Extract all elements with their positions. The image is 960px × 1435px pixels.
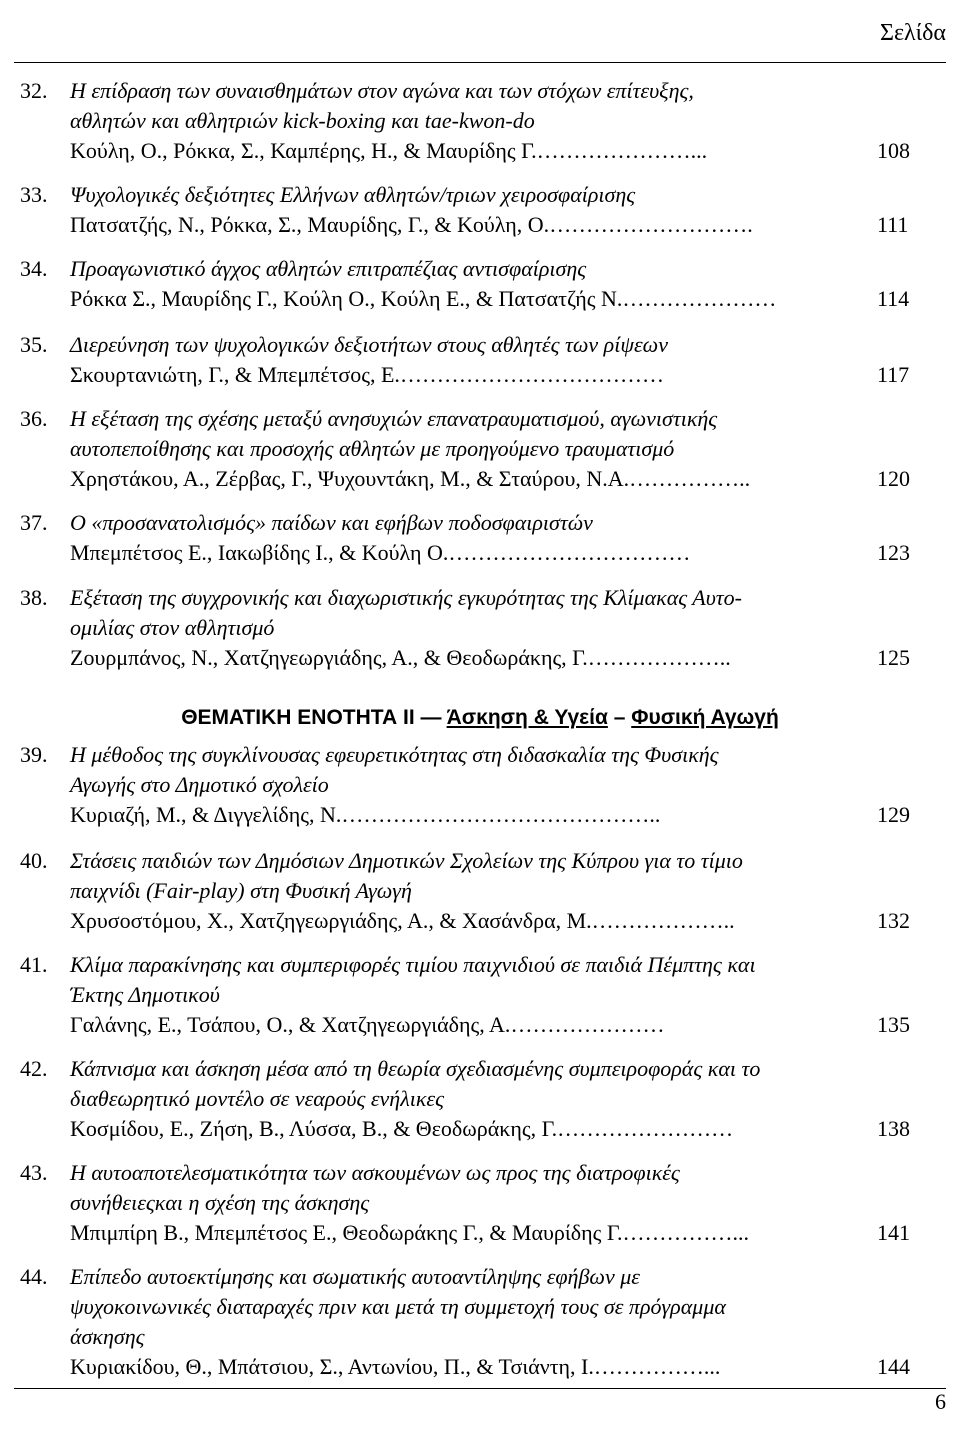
entry-title-line: παιχνίδι (Fair-play) στη Φυσική Αγωγή	[70, 878, 412, 903]
toc-entry	[20, 950, 935, 1040]
entry-number: 33.	[20, 182, 48, 207]
entry-authors: Κοσμίδου, Ε., Ζήση, Β., Λύσσα, Β., & Θεοδωράκης, Γ.	[70, 1116, 558, 1141]
entry-content	[70, 1262, 935, 1382]
entry-content	[70, 254, 935, 314]
entry-page-number: 108	[877, 138, 910, 163]
entry-number: 43.	[20, 1160, 48, 1185]
entry-number: 39.	[20, 742, 48, 767]
entry-number: 32.	[20, 78, 48, 103]
toc-entry	[20, 1262, 935, 1382]
toc-entry	[20, 1054, 935, 1144]
entry-content	[70, 1054, 935, 1144]
entry-leader-dots: …………………	[510, 1012, 665, 1037]
entry-title-line: Προαγωνιστικό άγχος αθλητών επιτραπέζιας αντισφαίρισης	[70, 256, 587, 281]
entry-title-line: διαθεωρητικό μοντέλο σε νεαρούς ενήλικες	[70, 1086, 445, 1111]
entry-authors-line	[70, 800, 935, 830]
entry-leader-dots: ……………………………………..	[341, 802, 661, 827]
toc-entry	[20, 740, 935, 830]
entry-number: 34.	[20, 256, 48, 281]
entry-page-number: 141	[877, 1220, 910, 1245]
entry-content	[70, 740, 935, 830]
entry-leader-dots: ……………………………	[448, 540, 691, 565]
entry-title-line: αθλητών και αθλητριών kick-boxing και tae-kwon-do	[70, 108, 535, 133]
entry-number: 42.	[20, 1056, 48, 1081]
entry-authors-line	[70, 906, 935, 936]
section-heading	[0, 706, 960, 730]
section-topic: Άσκηση & Υγεία	[446, 706, 608, 729]
entry-authors-line	[70, 643, 935, 673]
entry-page-number: 120	[877, 466, 910, 491]
entry-content	[70, 508, 935, 568]
entry-authors-line	[70, 1114, 935, 1144]
entry-authors: Μπεμπέτσος Ε., Ιακωβίδης Ι., & Κούλη Ο.	[70, 540, 449, 565]
entry-page-number: 117	[877, 362, 910, 387]
entry-content	[70, 1158, 935, 1248]
entry-title-line: Η μέθοδος της συγκλίνουσας εφευρετικότητας στη διδασκαλία της Φυσικής	[70, 742, 719, 767]
entry-authors-line	[70, 538, 935, 568]
entry-number: 37.	[20, 510, 48, 535]
entry-leader-dots: ………………..	[591, 908, 735, 933]
entry-title-line: Η αυτοαποτελεσματικότητα των ασκουμένων ως προς της διατροφικές	[70, 1160, 680, 1185]
entry-title-line: άσκησης	[70, 1324, 145, 1349]
entry-page-number: 138	[877, 1116, 910, 1141]
entry-number: 36.	[20, 406, 48, 431]
entry-page-number: 111	[877, 212, 909, 237]
entry-leader-dots: ………………..	[587, 645, 731, 670]
entry-leader-dots: ……………...	[593, 1354, 721, 1379]
entry-title-line: Εξέταση της συγχρονικής και διαχωριστικής εγκυρότητας της Κλίμακας Αυτο-	[70, 585, 743, 610]
entry-number: 38.	[20, 585, 48, 610]
entry-leader-dots: ……………………….	[549, 212, 753, 237]
toc-entry	[20, 846, 935, 936]
entry-leader-dots: …………………...	[536, 138, 708, 163]
entry-authors: Χρυσοστόμου, Χ., Χατζηγεωργιάδης, Α., & Χασάνδρα, Μ.	[70, 908, 592, 933]
entry-authors-line	[70, 284, 935, 314]
toc-entry	[20, 76, 935, 166]
entry-title-line: Η εξέταση της σχέσης μεταξύ ανησυχιών επανατραυματισμού, αγωνιστικής	[70, 406, 718, 431]
entry-page-number: 132	[877, 908, 910, 933]
entry-authors-line	[70, 360, 935, 390]
entry-number: 40.	[20, 848, 48, 873]
entry-leader-dots: …………………	[622, 286, 777, 311]
entry-page-number: 144	[877, 1354, 910, 1379]
section-separator: –	[607, 706, 632, 729]
entry-content	[70, 950, 935, 1040]
entry-authors-line	[70, 210, 935, 240]
section-prefix: ΘΕΜΑΤΙΚΗ ΕΝΟΤΗΤΑ ΙΙ	[181, 706, 415, 729]
page-footer	[14, 1388, 946, 1435]
entry-leader-dots: ………………………………	[399, 362, 664, 387]
entry-authors: Ζουρμπάνος, Ν., Χατζηγεωργιάδης, Α., & Θεοδωράκης, Γ.	[70, 645, 588, 670]
entry-authors-line	[70, 1352, 935, 1382]
entry-authors: Πατσατζής, Ν., Ρόκκα, Σ., Μαυρίδης, Γ., & Κούλη, Ο.	[70, 212, 550, 237]
entry-authors: Μπιμπίρη Β., Μπεμπέτσος Ε., Θεοδωράκης Γ., & Μαυρίδης Γ.	[70, 1220, 623, 1245]
entry-title-line: Διερεύνηση των ψυχολογικών δεξιοτήτων στους αθλητές των ρίψεων	[70, 332, 668, 357]
entry-title-line: Η επίδραση των συναισθημάτων στον αγώνα και των στόχων επίτευξης,	[70, 78, 694, 103]
entry-authors-line	[70, 464, 935, 494]
entry-leader-dots: ……………………	[557, 1116, 734, 1141]
entry-authors: Κυριαζή, Μ., & Διγγελίδης, Ν.	[70, 802, 342, 827]
page-number: 6	[935, 1389, 946, 1414]
section-subject: Φυσική Αγωγή	[631, 706, 779, 729]
entry-title-line: Ο «προσανατολισμός» παίδων και εφήβων ποδοσφαιριστών	[70, 510, 593, 535]
entry-number: 41.	[20, 952, 48, 977]
entry-title-line: ομιλίας στον αθλητισμό	[70, 615, 275, 640]
entry-authors: Ρόκκα Σ., Μαυρίδης Γ., Κούλη Ο., Κούλη Ε., & Πατσατζής Ν.	[70, 286, 623, 311]
entry-content	[70, 846, 935, 936]
entry-authors: Κυριακίδου, Θ., Μπάτσιου, Σ., Αντωνίου, Π., & Τσιάντη, Ι.	[70, 1354, 594, 1379]
entry-title-line: ψυχοκοινωνικές διαταραχές πριν και μετά τη συμμετοχή τους σε πρόγραμμα	[70, 1294, 726, 1319]
toc-entry	[20, 254, 935, 314]
entry-leader-dots: ……………..	[629, 466, 751, 491]
entry-title-line: συνήθειεςκαι η σχέση της άσκησης	[70, 1190, 370, 1215]
toc-entry	[20, 330, 935, 390]
entry-content	[70, 583, 935, 673]
entry-title-line: Κάπνισμα και άσκηση μέσα από τη θεωρία σχεδιασμένης συμπειροφοράς και το	[70, 1056, 761, 1081]
entry-title-line: Στάσεις παιδιών των Δημόσιων Δημοτικών Σχολείων της Κύπρου για το τίμιο	[70, 848, 743, 873]
section-dash: —	[414, 706, 447, 729]
entry-authors: Χρηστάκου, Α., Ζέρβας, Γ., Ψυχουντάκη, Μ., & Σταύρου, Ν.Α.	[70, 466, 630, 491]
page-column-label: Σελίδα	[879, 20, 946, 46]
entry-content	[70, 180, 935, 240]
entry-authors-line	[70, 1218, 935, 1248]
entry-title-line: Αγωγής στο Δημοτικό σχολείο	[70, 772, 329, 797]
entry-title-line: Ψυχολογικές δεξιότητες Ελλήνων αθλητών/τριων χειροσφαίρισης	[70, 182, 636, 207]
toc-entry	[20, 404, 935, 494]
entry-number: 35.	[20, 332, 48, 357]
entry-authors: Κούλη, Ο., Ρόκκα, Σ., Καμπέρης, Η., & Μαυρίδης Γ.	[70, 138, 537, 163]
entry-content	[70, 76, 935, 166]
toc-entry	[20, 1158, 935, 1248]
entry-page-number: 125	[877, 645, 910, 670]
entry-authors-line	[70, 1010, 935, 1040]
toc-entry	[20, 583, 935, 673]
entry-page-number: 123	[877, 540, 910, 565]
entry-page-number: 129	[877, 802, 910, 827]
entry-title-line: Κλίμα παρακίνησης και συμπεριφορές τιμίου παιχνιδιού σε παιδιά Πέμπτης και	[70, 952, 756, 977]
entry-authors: Γαλάνης, Ε., Τσάπου, Ο., & Χατζηγεωργιάδης, Α.	[70, 1012, 511, 1037]
entry-authors: Σκουρτανιώτη, Γ., & Μπεμπέτσος, Ε.	[70, 362, 400, 387]
page-header	[14, 16, 946, 63]
entry-title-line: Επίπεδο αυτοεκτίμησης και σωματικής αυτοαντίληψης εφήβων με	[70, 1264, 640, 1289]
entry-content	[70, 404, 935, 494]
entry-content	[70, 330, 935, 390]
entry-title-line: Έκτης Δημοτικού	[70, 982, 220, 1007]
toc-entry	[20, 180, 935, 240]
toc-entry	[20, 508, 935, 568]
entry-title-line: αυτοπεποίθησης και προσοχής αθλητών με προηγούμενο τραυματισμό	[70, 436, 675, 461]
entry-authors-line	[70, 136, 935, 166]
entry-leader-dots: ……………...	[622, 1220, 749, 1245]
entry-page-number: 135	[877, 1012, 910, 1037]
entry-page-number: 114	[877, 286, 910, 311]
entry-number: 44.	[20, 1264, 48, 1289]
